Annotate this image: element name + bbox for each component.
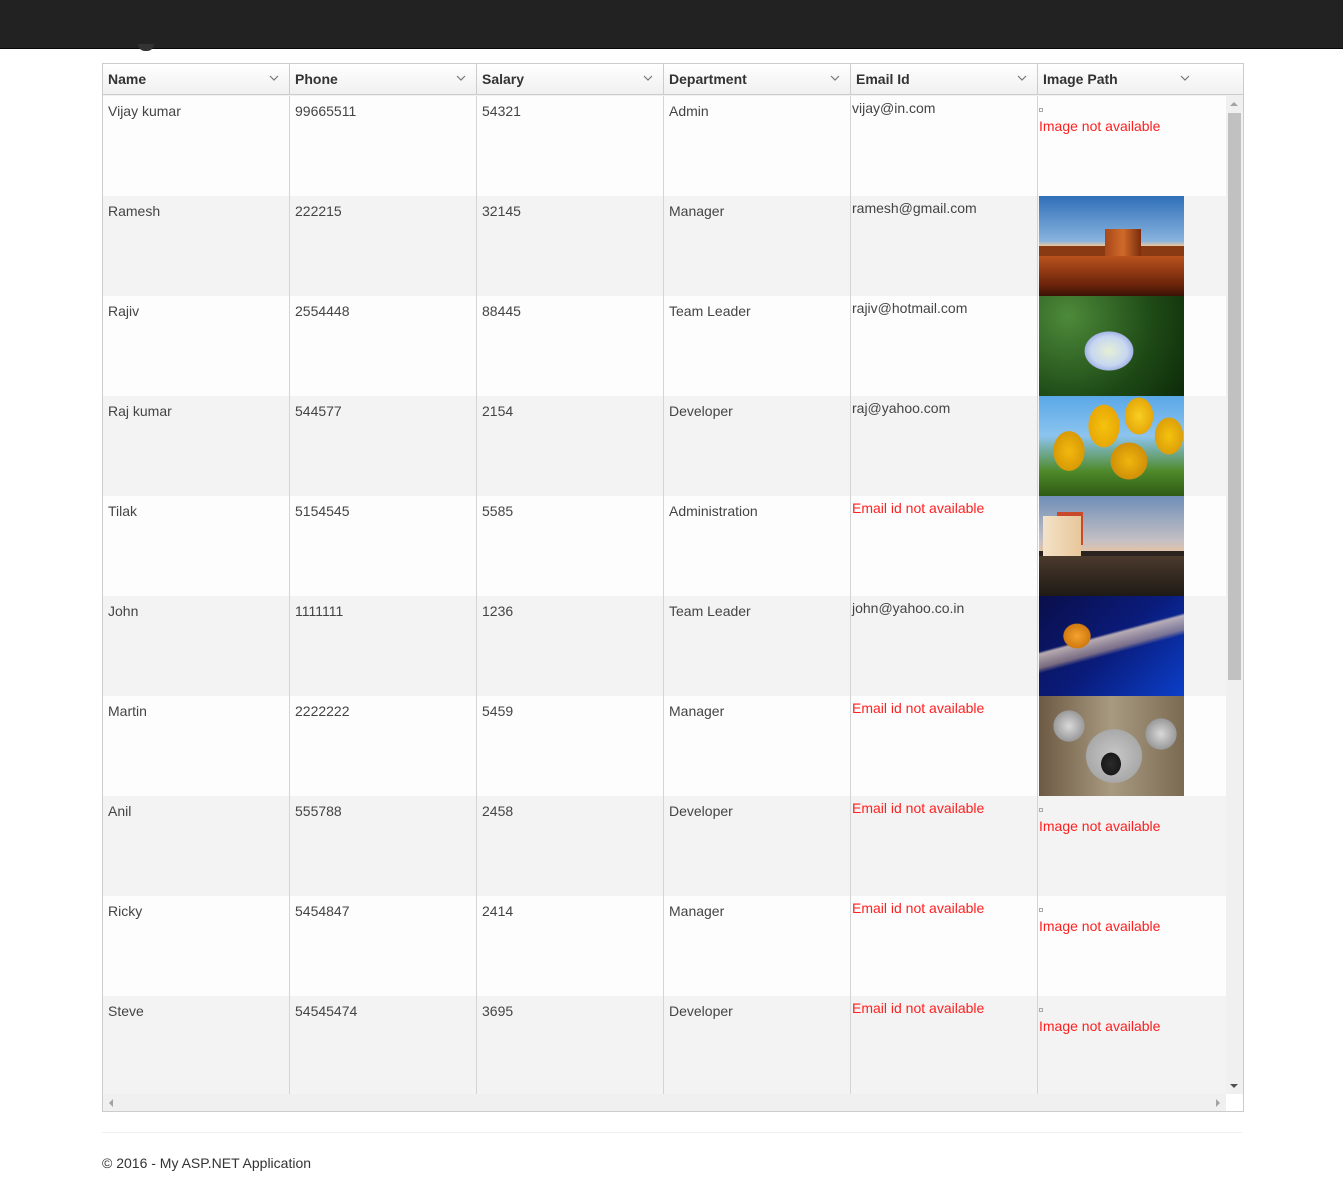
employee-photo [1039,496,1184,596]
table-row[interactable] [103,396,1226,496]
cell-name[interactable] [103,96,290,196]
cell-email-text: vijay@in.com [852,100,936,116]
cell-phone-text: 5154545 [295,503,350,519]
column-header-label: Image Path [1043,71,1118,87]
cell-salary-text: 32145 [482,203,521,219]
cell-name-text: Anil [108,803,132,819]
cell-email[interactable] [851,996,1038,1094]
cell-department[interactable] [664,896,851,996]
cell-name-text: Vijay kumar [108,103,181,119]
cell-phone[interactable] [290,196,477,296]
cell-name-text: John [108,603,139,619]
cell-salary-text: 2154 [482,403,514,419]
employee-grid [102,63,1244,1112]
scroll-down-arrow-icon[interactable] [1230,1084,1238,1088]
broken-image-icon [1039,908,1043,912]
grid-body [103,96,1226,1094]
cell-salary-text: 5459 [482,703,514,719]
footer-divider [102,1132,1242,1133]
cell-phone[interactable] [290,696,477,796]
column-header-email[interactable] [851,64,1038,94]
column-header-image-path[interactable] [1038,64,1243,94]
cell-salary-text: 54321 [482,103,521,119]
column-header-name[interactable] [103,64,290,94]
cell-phone[interactable] [290,996,477,1094]
scroll-up-arrow-icon[interactable] [1230,102,1238,106]
image-not-available-text: Image not available [1039,918,1161,934]
cell-department-text: Manager [669,903,725,919]
cell-phone[interactable] [290,96,477,196]
cell-department[interactable] [664,296,851,396]
cell-image-path[interactable] [1038,96,1226,196]
cell-name[interactable] [103,396,290,496]
cell-email-text: Email id not available [852,900,985,916]
cell-phone-text: 1111111 [295,603,344,619]
cell-department[interactable] [664,496,851,596]
cell-salary-text: 5585 [482,503,514,519]
cell-department-text: Developer [669,803,733,819]
cell-phone[interactable] [290,596,477,696]
scrollbar-corner [1226,1094,1243,1111]
cell-salary[interactable] [477,996,664,1094]
cell-phone-text: 555788 [295,803,342,819]
cell-email[interactable] [851,396,1038,496]
vertical-scroll-thumb[interactable] [1228,113,1241,680]
cell-salary[interactable] [477,796,664,896]
grid-header [103,64,1243,95]
cell-phone-text: 5454847 [295,903,350,919]
cell-email-text: john@yahoo.co.in [852,600,965,616]
cell-email[interactable] [851,696,1038,796]
cell-salary[interactable] [477,96,664,196]
cell-name[interactable] [103,996,290,1094]
employee-photo [1039,696,1184,796]
cell-phone[interactable] [290,496,477,596]
cell-image-path[interactable] [1038,596,1226,696]
cell-department[interactable] [664,596,851,696]
cell-salary-text: 2458 [482,803,514,819]
cell-email-text: rajiv@hotmail.com [852,300,968,316]
footer-copyright: © 2016 - My ASP.NET Application [102,1155,312,1171]
cell-name[interactable] [103,796,290,896]
cell-salary[interactable] [477,196,664,296]
vertical-scrollbar[interactable] [1226,96,1243,1094]
column-header-label: Salary [482,71,525,87]
cell-salary-text: 1236 [482,603,514,619]
chevron-down-icon[interactable] [829,72,841,84]
cell-salary[interactable] [477,596,664,696]
cell-image-path[interactable] [1038,396,1226,496]
table-row[interactable] [103,996,1226,1094]
scroll-left-arrow-icon[interactable] [109,1099,113,1107]
cell-department[interactable] [664,796,851,896]
column-header-salary[interactable] [477,64,664,94]
horizontal-scrollbar[interactable] [103,1094,1226,1111]
cell-phone-text: 544577 [295,403,342,419]
cell-department[interactable] [664,396,851,496]
cell-name-text: Rajiv [108,303,140,319]
cell-phone[interactable] [290,796,477,896]
cell-name-text: Raj kumar [108,403,172,419]
cell-name[interactable] [103,896,290,996]
table-row[interactable] [103,196,1226,296]
cell-name-text: Ramesh [108,203,161,219]
cell-department-text: Admin [669,103,709,119]
image-not-available-text: Image not available [1039,818,1161,834]
cell-email-text: raj@yahoo.com [852,400,951,416]
cell-department-text: Developer [669,1003,733,1019]
cell-name[interactable] [103,696,290,796]
table-row[interactable] [103,696,1226,796]
cell-name-text: Martin [108,703,147,719]
cell-phone-text: 99665511 [295,103,357,119]
cell-phone[interactable] [290,296,477,396]
column-header-department[interactable] [664,64,851,94]
cell-department-text: Manager [669,203,725,219]
cell-department-text: Team Leader [669,603,751,619]
cell-department[interactable] [664,996,851,1094]
page-heading-fragment [138,44,154,51]
top-navbar [0,0,1343,49]
cell-department-text: Developer [669,403,733,419]
cell-email-text: Email id not available [852,1000,985,1016]
cell-image-path[interactable] [1038,196,1226,296]
cell-email-text: Email id not available [852,800,985,816]
cell-email-text: Email id not available [852,500,985,516]
cell-email[interactable] [851,896,1038,996]
cell-image-path[interactable] [1038,796,1226,896]
cell-email[interactable] [851,96,1038,196]
cell-email[interactable] [851,496,1038,596]
chevron-down-icon[interactable] [642,72,654,84]
cell-name-text: Steve [108,1003,144,1019]
table-row[interactable] [103,496,1226,596]
cell-image-path[interactable] [1038,996,1226,1094]
cell-department-text: Team Leader [669,303,751,319]
image-not-available-text: Image not available [1039,1018,1161,1034]
chevron-down-icon[interactable] [1179,72,1191,84]
chevron-down-icon[interactable] [1016,72,1028,84]
table-row[interactable] [103,296,1226,396]
employee-photo [1039,296,1184,396]
table-row[interactable] [103,796,1226,896]
cell-salary[interactable] [477,296,664,396]
table-row[interactable] [103,596,1226,696]
column-header-label: Email Id [856,71,910,87]
scroll-right-arrow-icon[interactable] [1216,1099,1220,1107]
cell-department[interactable] [664,196,851,296]
column-header-phone[interactable] [290,64,477,94]
cell-name-text: Tilak [108,503,138,519]
broken-image-icon [1039,808,1043,812]
cell-salary-text: 88445 [482,303,521,319]
column-header-label: Phone [295,71,338,87]
column-header-label: Department [669,71,747,87]
cell-name-text: Ricky [108,903,143,919]
cell-phone[interactable] [290,396,477,496]
broken-image-icon [1039,1008,1043,1012]
chevron-down-icon[interactable] [268,72,280,84]
cell-salary[interactable] [477,496,664,596]
cell-salary-text: 2414 [482,903,514,919]
cell-name[interactable] [103,596,290,696]
cell-email-text: Email id not available [852,700,985,716]
cell-department-text: Manager [669,703,725,719]
cell-salary[interactable] [477,696,664,796]
cell-email[interactable] [851,796,1038,896]
cell-department-text: Administration [669,503,758,519]
broken-image-icon [1039,108,1043,112]
employee-photo [1039,396,1184,496]
cell-phone[interactable] [290,896,477,996]
cell-image-path[interactable] [1038,696,1226,796]
cell-department[interactable] [664,96,851,196]
chevron-down-icon[interactable] [455,72,467,84]
employee-photo [1039,596,1184,696]
column-header-label: Name [108,71,147,87]
cell-phone-text: 222215 [295,203,342,219]
table-row[interactable] [103,96,1226,196]
cell-phone-text: 2222222 [295,703,350,719]
cell-phone-text: 2554448 [295,303,350,319]
cell-name[interactable] [103,196,290,296]
cell-image-path[interactable] [1038,296,1226,396]
cell-name[interactable] [103,296,290,396]
cell-salary-text: 3695 [482,1003,514,1019]
image-not-available-text: Image not available [1039,118,1161,134]
table-row[interactable] [103,896,1226,996]
cell-phone-text: 54545474 [295,1003,358,1019]
employee-photo [1039,196,1184,296]
cell-name[interactable] [103,496,290,596]
cell-email[interactable] [851,296,1038,396]
cell-email[interactable] [851,596,1038,696]
cell-email[interactable] [851,196,1038,296]
cell-email-text: ramesh@gmail.com [852,200,977,216]
cell-salary[interactable] [477,896,664,996]
cell-image-path[interactable] [1038,496,1226,596]
cell-salary[interactable] [477,396,664,496]
cell-image-path[interactable] [1038,896,1226,996]
cell-department[interactable] [664,696,851,796]
